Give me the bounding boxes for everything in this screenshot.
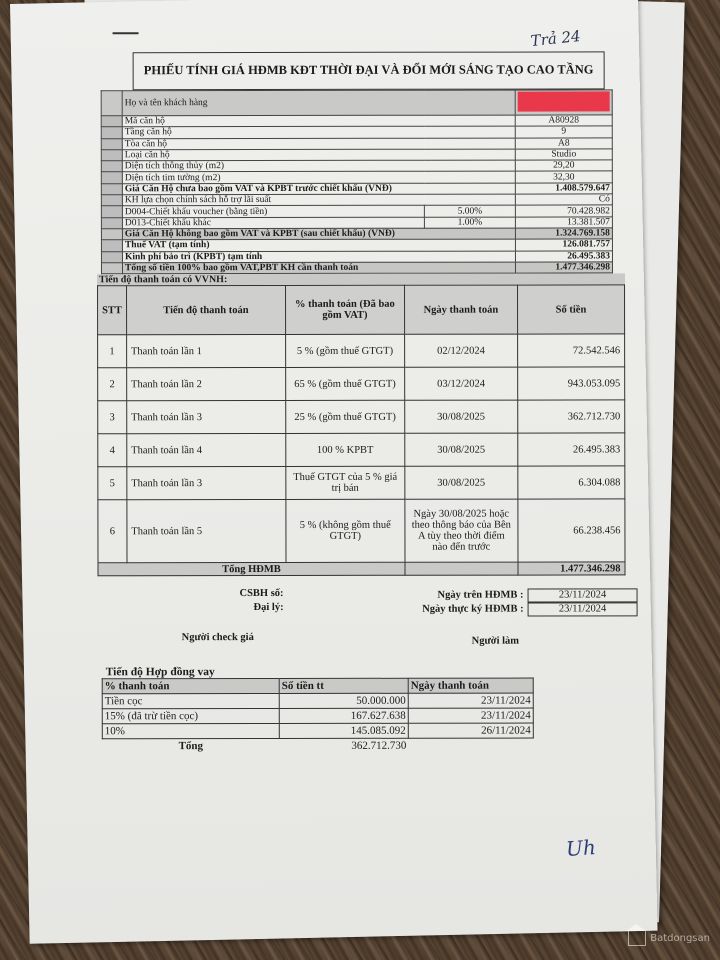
header-percent: % thanh toán (Đã bao gồm VAT) [285,285,404,334]
loan-schedule-table [102,678,534,754]
info-row: Mã căn hộ A80928 [101,115,612,127]
payment-total-value: 1.477.346.298 [518,562,625,575]
customer-name-value [515,90,612,115]
contract-date-value: 23/11/2024 [528,589,638,603]
payment-schedule-label: Tiến độ thanh toán có VVNH: [97,274,625,286]
price-checker-label: Người check giá [181,632,254,644]
info-row: Tòa căn hộ A8 [101,138,612,150]
info-row: Diện tích thông thủy (m2) 29,20 [101,160,612,172]
payment-row: 5 Thanh toán lần 3 Thuế GTGT của 5 % giá trị bán 30/08/2025 6.304.088 [98,466,625,500]
payment-row: 4 Thanh toán lần 4 100 % KPBT 30/08/2025 26.495.383 [98,433,625,467]
loan-row: Tiền cọc 50.000.000 23/11/2024 [102,693,533,709]
signature-block [92,575,652,666]
loan-total-label: Tổng [178,740,204,753]
loan-total-row [102,738,533,753]
agent-label: Đại lý: [253,602,284,614]
info-row: Tầng căn hộ 9 [101,126,612,138]
customer-name-row [101,90,612,116]
grand-total-row: Tổng số tiền 100% bao gồm VAT,PBT KH cần thanh toán 1.477.346.298 [101,262,612,274]
loan-total-value: 362.712.730 [351,739,407,753]
price-before-discount-row: Giá Căn Hộ chưa bao gồm VAT và KPBT trước chiết khấu (VNĐ) 1.408.579.647 [101,183,612,195]
payment-row: 3 Thanh toán lần 3 25 % (gồm thuế GTGT) 30/08/2025 362.712.730 [98,400,625,434]
maintenance-fee-row: Kinh phí bảo trì (KPBT) tạm tính 26.495.383 [101,250,612,262]
handwritten-signature: Uh [565,834,597,862]
loan-schedule-title: Tiến độ Hợp đồng vay [105,666,215,679]
redaction-block [518,91,610,111]
house-logo-icon [628,931,646,946]
price-after-discount-row: Giá Căn Hộ không bao gồm VAT và KPBT (sau chiết khấu) (VNĐ) 1.324.769.158 [101,228,612,240]
contract-date-label: Ngày trên HĐMB : [437,589,524,601]
document-sheet [10,0,658,944]
apartment-info-table [101,89,613,274]
customer-name-label: Họ và tên khách hàng [122,90,515,116]
vat-row: Thuế VAT (tạm tính) 126.081.757 [101,239,612,251]
header-stt: STT [98,286,127,335]
csbh-label: CSBH số: [239,588,284,600]
document-content [91,26,652,753]
watermark [628,931,710,946]
watermark-text: Batdongsan [650,933,710,944]
header-stage: Tiến độ thanh toán [126,286,285,335]
loan-row: 15% (đã trừ tiền cọc) 167.627.638 23/11/2024 [102,708,533,724]
loan-header-row: % thanh toán Số tiền tt Ngày thanh toán [102,678,533,694]
info-row: Diện tích tim tường (m2) 32,30 [101,171,612,183]
info-row: Loại căn hộ Studio [101,149,612,161]
payment-total-row [98,562,625,576]
actual-sign-date-value: 23/11/2024 [528,603,638,617]
actual-sign-date-label: Ngày thực ký HĐMB : [422,603,524,615]
payment-total-label: Tổng HĐMB [98,562,405,576]
payment-row: 2 Thanh toán lần 2 65 % (gồm thuế GTGT) 03/12/2024 943.053.095 [98,367,625,401]
header-amount: Số tiền [517,285,624,334]
document-title: PHIẾU TÍNH GIÁ HĐMB KĐT THỜI ĐẠI VÀ ĐỔI MỚI SÁNG TẠO CAO TẦNG [133,51,605,90]
payment-row: 1 Thanh toán lần 1 5 % (gồm thuế GTGT) 02/12/2024 72.542.546 [98,334,625,368]
payment-header-row [98,285,625,335]
preparer-label: Người làm [471,635,520,647]
handwritten-note: Trả 24 [529,26,582,51]
interest-support-row: KH lựa chọn chính sách hỗ trợ lãi suất Có [101,194,612,206]
discount-row: D004-Chiết khấu voucher (bằng tiền) 5.00% 70.428.982 [101,205,612,217]
header-date: Ngày thanh toán [404,285,517,334]
loan-row: 10% 145.085.092 26/11/2024 [102,723,533,739]
payment-row: 6 Thanh toán lần 5 5 % (không gồm thuế GTGT) Ngày 30/08/2025 hoặc theo thông báo của Bên A tùy theo thời điểm nào đến trước 66.238.456 [98,499,625,563]
dash-mark [113,32,139,34]
discount-row: D013-Chiết khấu khác 1.00% 13.381.507 [101,217,612,229]
payment-schedule-table [97,285,626,577]
